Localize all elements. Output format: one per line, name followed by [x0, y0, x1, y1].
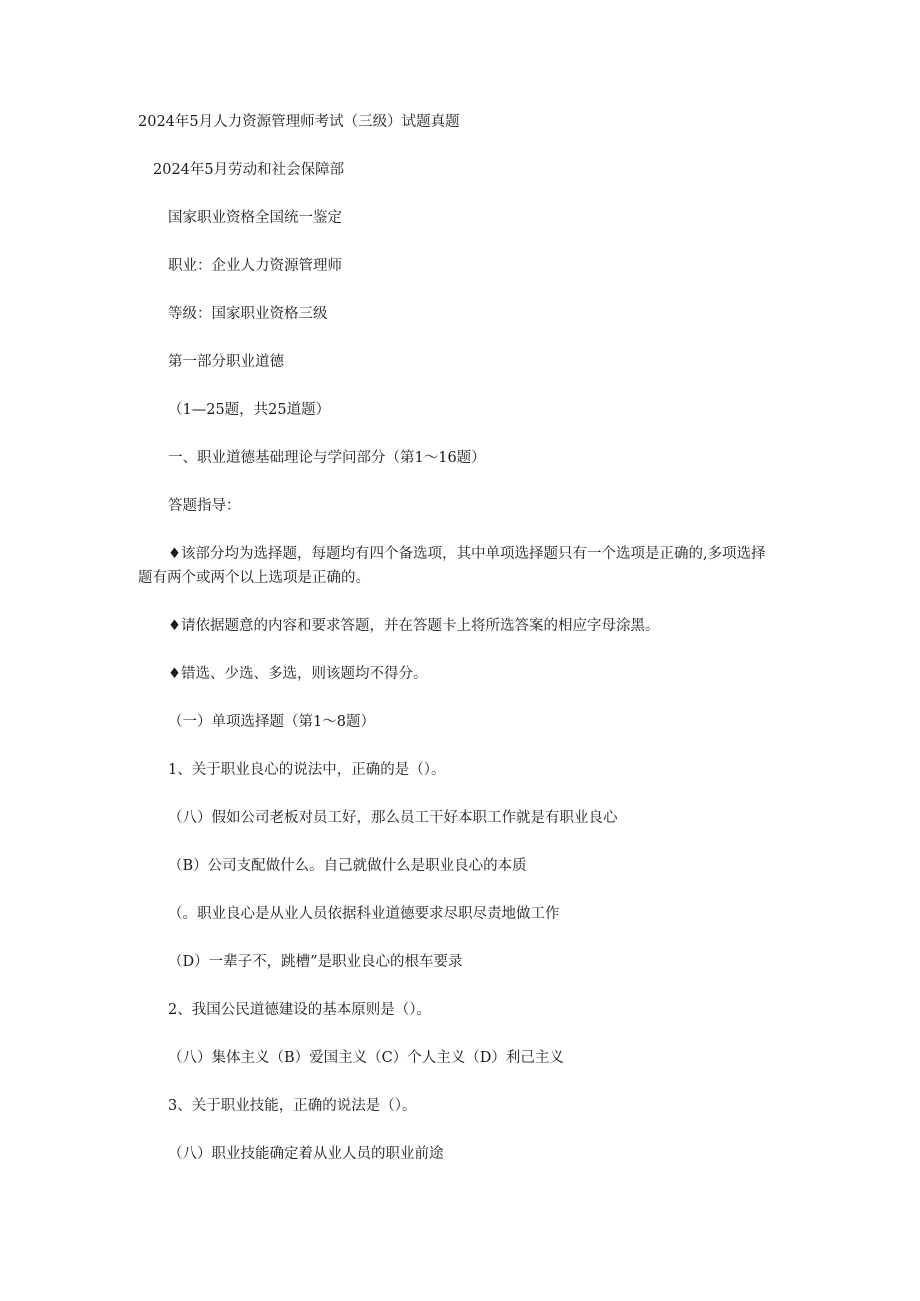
section-title: 一、职业道德基础理论与学问部分（第1～16题）: [168, 450, 486, 466]
part-title: 第一部分职业道德: [168, 354, 284, 370]
exam-name: 国家职业资格全国统一鉴定: [168, 210, 342, 226]
guide-item-1: ♦该部分均为选择题，每题均有四个备选项，其中单项选择题只有一个选项是正确的,多项选择题有两个或两个以上选项是正确的。: [138, 546, 766, 586]
question-1-option-c: （。职业良心是从业人员依据科业道德要求尽职尽责地做工作: [168, 906, 560, 922]
question-3-option-a: （八）职业技能确定着从业人员的职业前途: [168, 1146, 444, 1162]
question-1-option-d: （D）一辈子不，跳槽”是职业良心的根车要录: [168, 954, 463, 970]
part-range: （1—25题，共25道题）: [168, 402, 331, 418]
occupation-line: 职业：企业人力资源管理师: [168, 258, 342, 274]
question-1-option-a: （八）假如公司老板对员工好，那么员工干好本职工作就是有职业良心: [168, 810, 618, 826]
guide-item-2: ♦请依据题意的内容和要求答题，并在答题卡上将所选答案的相应字母涂黑。: [168, 618, 660, 634]
guide-title: 答题指导：: [168, 498, 241, 514]
question-1-option-b: （B）公司支配做什么。自己就做什么是职业良心的本质: [168, 858, 527, 874]
subsection-title: （一）单项选择题（第1～8题）: [168, 714, 375, 730]
question-2-options: （八）集体主义（B）爱国主义（C）个人主义（D）利己主义: [168, 1050, 564, 1066]
header-date-dept: 2024年5月劳动和社会保障部: [153, 162, 345, 178]
document-title: 2024年5月人力资源管理师考试（三级）试题真题: [138, 114, 460, 130]
question-3: 3、关于职业技能，正确的说法是（）。: [168, 1098, 417, 1114]
question-1: 1、关于职业良心的说法中，正确的是（）。: [168, 762, 446, 778]
question-2: 2、我国公民道德建设的基本原则是（）。: [168, 1002, 431, 1018]
level-line: 等级：国家职业资格三级: [168, 306, 328, 322]
guide-item-3: ♦错选、少选、多选，则该题均不得分。: [168, 666, 428, 682]
